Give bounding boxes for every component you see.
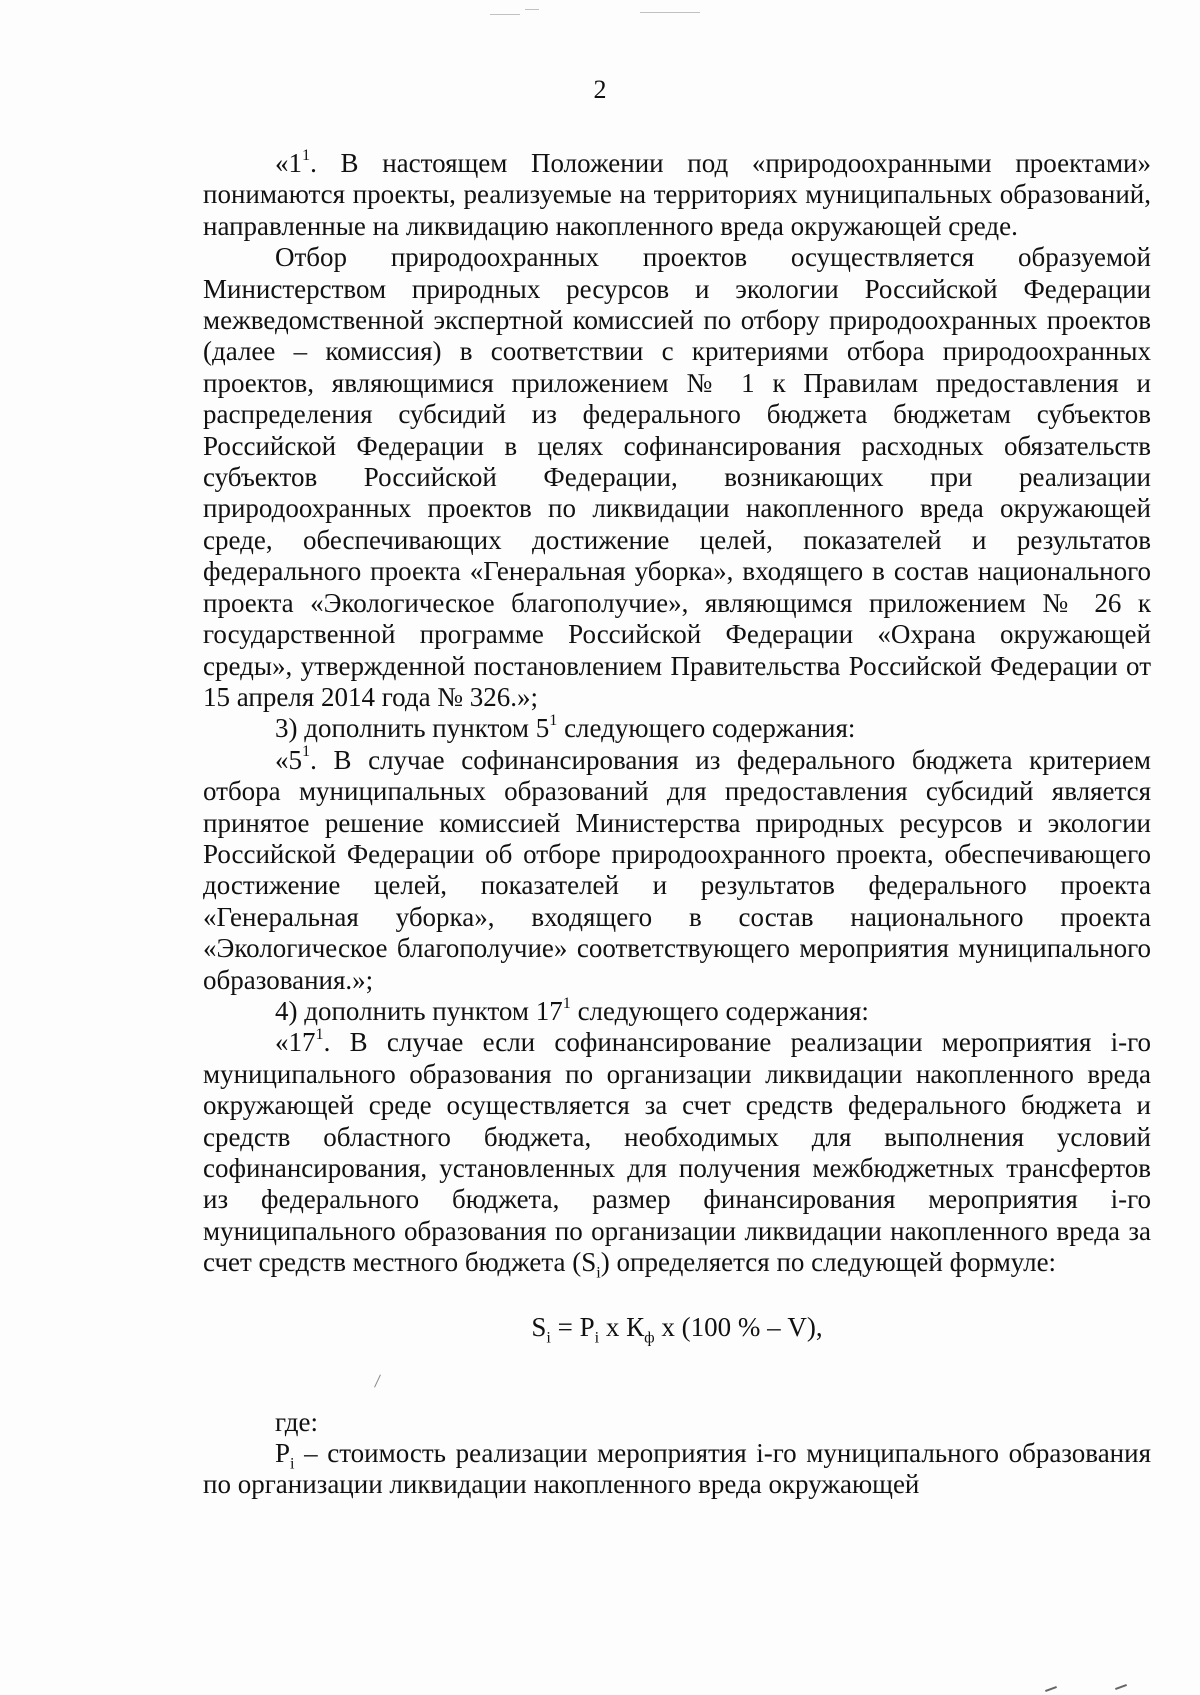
paragraph-selection: Отбор природоохранных проектов осуществляется образуемой Министерством природных ресурсов и экологии Российской Федерации межведомственной экспертной комиссией по отбору природоохранных проектов (далее – комиссия) в соответствии с критериями отбора природоохранных проектов, являющимися приложением № 1 к Правилам предоставления и распределения субсидий из федерального бюджета бюджетам субъектов Российской Федерации в целях софинансирования расходных обязательств субъектов Российской Федерации, возникающих при реализации природоохранных проектов по ликвидации накопленного вреда окружающей среде, обеспечивающих достижение целей, показателей и результатов федерального проекта «Генеральная уборка», входящего в состав национального проекта «Экологическое благополучие», являющимся приложением № 26 к государственной программе Российской Федерации «Охрана окружающей среды», утвержденной постановлением Правительства Российской Федерации от 15 апреля 2014 года № 326.»; [203, 242, 1151, 712]
page-number: 2 [593, 75, 607, 104]
formula-symbol: х К [599, 1311, 645, 1342]
document-body [203, 145, 1151, 1501]
scan-artifact [1115, 1684, 1127, 1690]
paragraph-clause-5-1 [203, 742, 1151, 996]
paragraph-item-4 [203, 993, 1151, 1027]
definition-text: – стоимость реализации мероприятия i-го муниципального образования по организации ликвидации накопленного вреда окружающей [203, 1438, 1151, 1500]
scan-artifact [490, 14, 520, 15]
subscript: ф [644, 1328, 655, 1347]
superscript: 1 [562, 993, 571, 1012]
clause-text: . В настоящем Положении под «природоохранными проектами» понимаются проекты, реализуемые на территориях муниципальных образований, направленные на ликвидацию накопленного вреда окружающей среде. [203, 148, 1151, 241]
paragraph-clause-17-1 [203, 1024, 1151, 1282]
superscript: 1 [302, 742, 311, 761]
paragraph-definition-p [203, 1438, 1151, 1501]
paragraph-clause-1-1 [203, 145, 1151, 242]
item-text: следующего содержания: [557, 713, 856, 744]
superscript: 1 [315, 1024, 324, 1043]
formula-symbol: х (100 % – V), [654, 1311, 823, 1342]
clause-number: «1 [275, 148, 302, 178]
formula-symbol: = P [550, 1311, 595, 1342]
item-text: 4) дополнить пунктом 17 [275, 995, 563, 1026]
subscript: i [596, 1263, 601, 1282]
clause-number: «17 [275, 1027, 316, 1058]
subscript: i [546, 1328, 551, 1347]
paragraph-where: где: [275, 1406, 318, 1437]
formula-symbol: S [531, 1311, 547, 1342]
item-text: 3) дополнить пунктом 5 [275, 713, 550, 744]
clause-text: . В случае софинансирования из федерального бюджета критерием отбора муниципальных образований для предоставления субсидий является принятое решение комиссией Министерства природных ресурсов и экологии Российской Федерации об отборе природоохранного проекта, обеспечивающего достижение целей, показателей и результатов федерального проекта «Генеральная уборка», входящего в состав национального проекта «Экологическое благополучие» соответствующего мероприятия муниципального образования.»; [203, 744, 1151, 995]
scan-artifact [640, 12, 700, 13]
clause-number: «5 [275, 744, 302, 775]
item-text: следующего содержания: [570, 995, 869, 1026]
superscript: 1 [549, 710, 558, 729]
scan-artifact [525, 9, 539, 10]
paragraph-item-3 [203, 710, 1151, 744]
scan-artifact [1045, 1686, 1057, 1692]
subscript: i [290, 1454, 295, 1473]
clause-text: . В случае если софинансирование реализации мероприятия i-го муниципального образования по организации ликвидации накопленного вреда окружающей среде осуществляется за счет средств федерального бюджета и средств областного бюджета, необходимых для выполнения условий софинансирования, установленных для получения межбюджетных трансфертов из федерального бюджета, размер финансирования мероприятия i-го муниципального образования по организации ликвидации накопленного вреда за счет средств местного бюджета (S [203, 1027, 1151, 1278]
subscript: i [594, 1328, 600, 1347]
formula-symbol: P [275, 1438, 291, 1469]
formula [203, 1311, 1151, 1347]
formula-block [203, 1279, 1151, 1407]
clause-text: ) определяется по следующей формуле: [600, 1247, 1057, 1278]
superscript: 1 [302, 145, 311, 164]
